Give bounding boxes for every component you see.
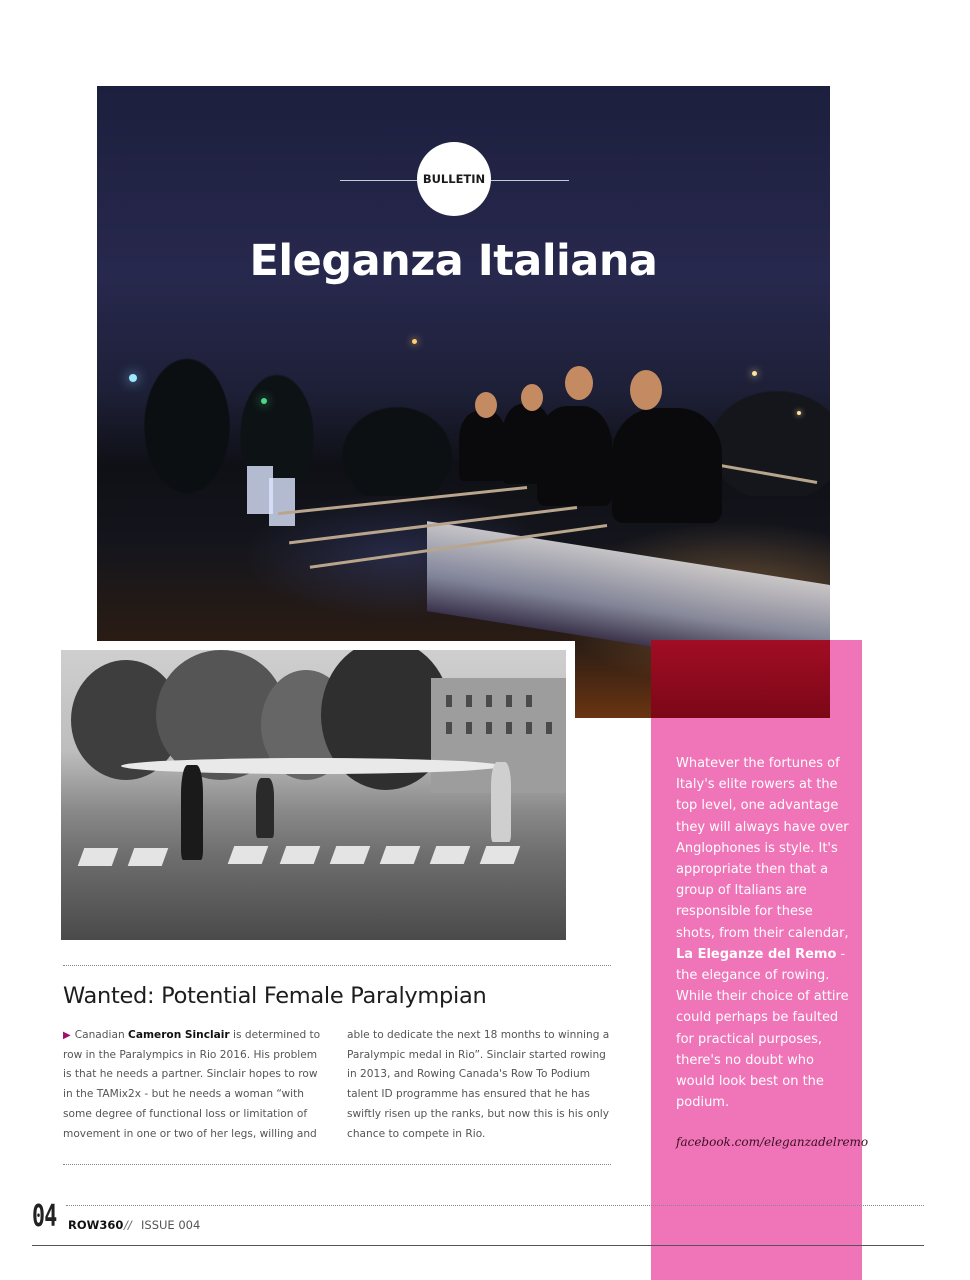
window: [486, 722, 492, 734]
rower-head: [521, 384, 543, 411]
page-number: 04: [32, 1199, 57, 1234]
street-photo: [61, 650, 566, 940]
article-column-2: [347, 1026, 612, 1144]
window: [466, 722, 472, 734]
crosswalk-stripe: [380, 846, 421, 864]
divider: [63, 1164, 611, 1165]
sidebar-caption: [676, 753, 852, 1113]
window: [526, 722, 532, 734]
rower: [459, 411, 507, 481]
play-bullet-icon: ▶: [63, 1030, 71, 1041]
street-light: [129, 374, 137, 382]
issue-label: ISSUE 004: [141, 1218, 201, 1232]
window: [526, 695, 532, 707]
person: [256, 778, 274, 838]
crosswalk-stripe: [480, 846, 521, 864]
crosswalk-stripe: [330, 846, 371, 864]
crosswalk-stripe: [430, 846, 471, 864]
sidebar-body-before: Whatever the fortunes of Italy's elite rowers at the top level, one advantage they will always have over Anglophones is style. It's appropriate then that a group of Italians are responsible for these shots, from their calendar,: [676, 756, 849, 941]
window: [506, 695, 512, 707]
person-name: Cameron Sinclair: [128, 1029, 230, 1041]
article-column-1: [63, 1026, 328, 1144]
window: [446, 695, 452, 707]
col1-prefix: Canadian: [74, 1029, 125, 1041]
oar-blade: [269, 478, 295, 526]
street-light: [412, 339, 417, 344]
window: [546, 722, 552, 734]
divider: [63, 965, 611, 966]
rower-head: [630, 370, 662, 410]
rower-head: [565, 366, 593, 400]
crosswalk-stripe: [78, 848, 119, 866]
badge-rule-left: [340, 180, 417, 181]
col2-body: able to dedicate the next 18 months to winning a Paralympic medal in Rio”. Sinclair started rowing in 2013, and Rowing Canada's Row To Podium talent ID programme has ensured that he has swiftly risen up the ranks, but now this is his only chance to compete in Rio.: [347, 1029, 610, 1140]
footer-divider: [66, 1205, 924, 1206]
section-badge-row: [97, 142, 830, 218]
window: [486, 695, 492, 707]
rower-head: [475, 392, 497, 418]
section-badge: BULLETIN: [417, 142, 491, 216]
footer-rule: [32, 1245, 924, 1246]
rowing-shell: [121, 758, 501, 774]
crosswalk-stripe: [280, 846, 321, 864]
footer-separator: //: [124, 1218, 132, 1232]
window: [466, 695, 472, 707]
crosswalk-stripe: [128, 848, 169, 866]
crosswalk-stripe: [228, 846, 269, 864]
street-light: [261, 398, 267, 404]
sidebar-body-after: - the elegance of rowing. While their choice of attire could perhaps be faulted for practical purposes, there's no doubt who would look best on the podium.: [676, 946, 849, 1111]
photo-credit[interactable]: facebook.com/eleganzadelremo: [676, 1135, 869, 1149]
photo-overlap-tint: [651, 640, 830, 718]
magazine-brand: ROW360: [68, 1218, 124, 1232]
street-light: [797, 411, 801, 415]
street-light: [752, 371, 757, 376]
calendar-link[interactable]: La Eleganze del Remo: [676, 946, 837, 962]
hero-photo: [97, 86, 830, 718]
article-title: Wanted: Potential Female Paralympian: [63, 983, 487, 1009]
rower: [537, 406, 612, 506]
window: [446, 722, 452, 734]
rower: [612, 408, 722, 523]
window: [506, 722, 512, 734]
headline: Eleganza Italiana: [249, 236, 658, 286]
badge-rule-right: [491, 180, 569, 181]
col1-body: is determined to row in the Paralympics in Rio 2016. His problem is that he needs a partner. Sinclair hopes to row in the TAMix2x - but he needs a woman “with some degree of functional loss or limitation of movement in one or two of her legs, willing and: [63, 1029, 321, 1140]
person: [491, 762, 511, 842]
person: [181, 765, 203, 860]
